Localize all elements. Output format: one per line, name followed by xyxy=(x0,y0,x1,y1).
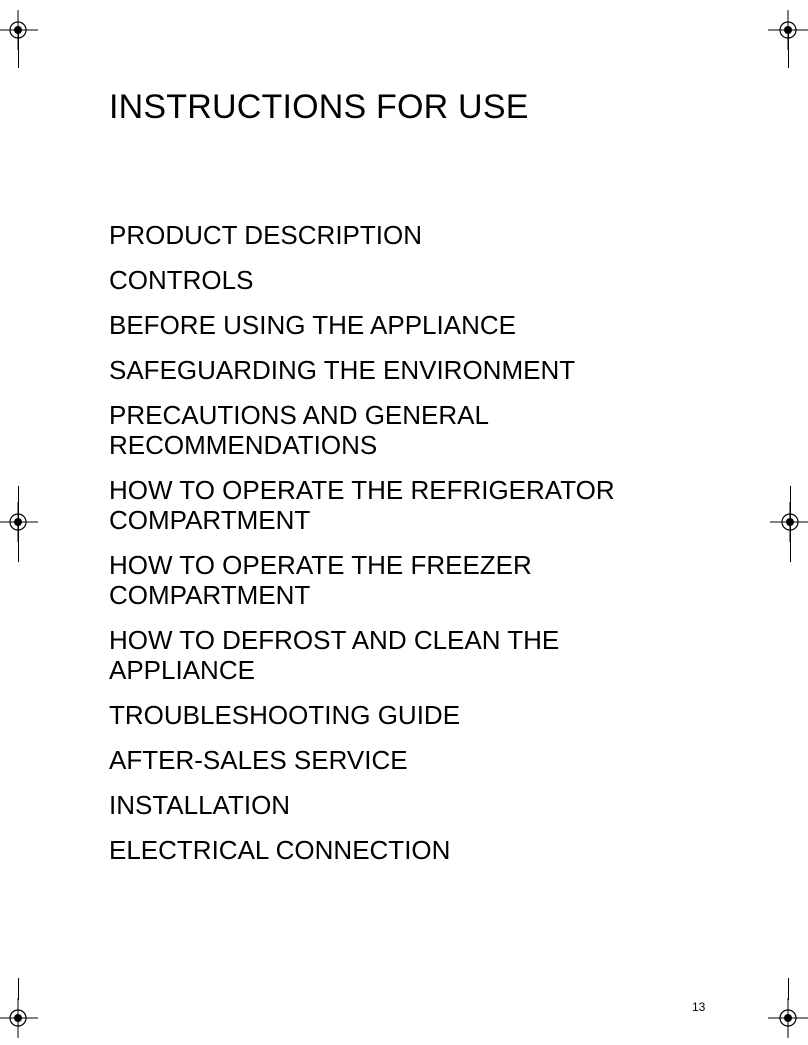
toc-item-after-sales[interactable]: AFTER-SALES SERVICE xyxy=(109,745,408,775)
registration-mark-middle-left-icon xyxy=(0,502,38,542)
crop-line-bottom-right xyxy=(788,978,789,1000)
table-of-contents xyxy=(109,220,689,880)
toc-item-safeguarding-environment[interactable]: SAFEGUARDING THE ENVIRONMENT xyxy=(109,355,576,385)
crop-line-middle-right xyxy=(790,486,791,562)
registration-mark-middle-right-icon xyxy=(770,502,808,542)
toc-item-product-description[interactable]: PRODUCT DESCRIPTION xyxy=(109,220,422,250)
registration-mark-bottom-right-icon xyxy=(768,998,808,1038)
toc-item-defrost-clean[interactable]: HOW TO DEFROST AND CLEAN THE APPLIANCE xyxy=(109,625,560,685)
toc-item-installation[interactable]: INSTALLATION xyxy=(109,790,291,820)
page-number: 13 xyxy=(692,1000,706,1014)
toc-item-refrigerator-compartment[interactable]: HOW TO OPERATE THE REFRIGERATOR COMPARTMENT xyxy=(109,475,615,535)
registration-mark-top-left-icon xyxy=(0,10,38,50)
toc-item-before-using[interactable]: BEFORE USING THE APPLIANCE xyxy=(109,310,516,340)
crop-line-bottom-left xyxy=(18,978,19,1000)
toc-item-precautions[interactable]: PRECAUTIONS AND GENERAL RECOMMENDATIONS xyxy=(109,400,489,460)
registration-mark-bottom-left-icon xyxy=(0,998,38,1038)
toc-item-electrical-connection[interactable]: ELECTRICAL CONNECTION xyxy=(109,835,451,865)
toc-item-controls[interactable]: CONTROLS xyxy=(109,265,254,295)
toc-item-freezer-compartment[interactable]: HOW TO OPERATE THE FREEZER COMPARTMENT xyxy=(109,550,532,610)
page-title: INSTRUCTIONS FOR USE xyxy=(109,88,529,126)
toc-item-troubleshooting[interactable]: TROUBLESHOOTING GUIDE xyxy=(109,700,461,730)
crop-line-middle-left xyxy=(18,486,19,562)
crop-line-top-left xyxy=(18,34,19,68)
crop-line-top-right xyxy=(788,34,789,68)
